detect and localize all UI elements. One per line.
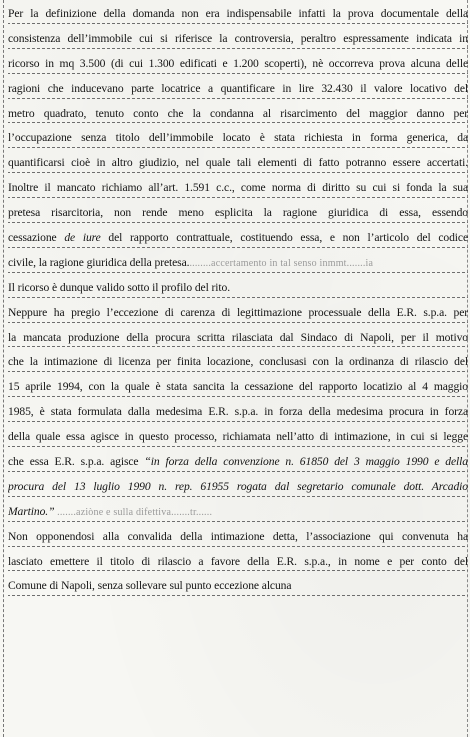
text-line-10-italic: de iure [64, 231, 101, 245]
text-line-3: ricorso in mq 3.500 (di cui 1.300 edificati e 1.200 scoperti), nè occorreva prova alcuna delle [8, 52, 468, 77]
text-line-22: Non opponendosi alla convalida della intimazione detta, l’associazione qui convenuta ha [8, 525, 468, 550]
text-line-24: Comune di Napoli, senza sollevare sul punto eccezione alcuna [8, 574, 468, 599]
text-line-10-c: del rapporto contrattuale, costituendo essa, e non l’articolo del codice [100, 231, 468, 245]
text-line-9: pretesa risarcitoria, non rende meno esplicita la ragione giuridica di essa, essendo [8, 201, 468, 226]
text-line-16: 15 aprile 1994, con la quale è stata sancita la cessazione del rapporto locatizio al 4 maggio [8, 375, 468, 400]
text-line-23: lasciato emettere il titolo di rilascio a favore della E.R. s.p.a., in nome e per conto del [8, 550, 468, 575]
text-line-11 [8, 251, 468, 276]
text-line-10 [8, 226, 468, 251]
text-line-19 [8, 450, 468, 475]
text-line-4: ragioni che inducevano parte locatrice a quantificare in lire 32.430 il valore locativo del [8, 77, 468, 102]
text-line-5: metro quadrato, tenuto conto che la condanna al risarcimento del maggior danno per [8, 102, 468, 127]
text-line-7: quantificarsi cioè in altro giudizio, nel quale tali elementi di fatto potranno essere accertati. [8, 151, 468, 176]
text-line-8: Inoltre il mancato richiamo all’art. 1.591 c.c., come norma di diritto su cui si fonda la sua [8, 176, 468, 201]
text-line-21 [8, 500, 468, 525]
text-line-14: la mancata produzione della procura scritta rilasciata dal Sindaco di Napoli, per il motivo [8, 326, 468, 351]
text-line-12: Il ricorso è dunque valido sotto il profilo del rito. [8, 276, 468, 301]
text-line-20: procura del 13 luglio 1990 n. rep. 61955 rogata dal segretario comunale dott. Arcadio [8, 475, 468, 500]
left-ruled-margin [3, 0, 4, 737]
text-line-15: che la intimazione di licenza per finita locazione, conclusasi con la ordinanza di rilascio del [8, 350, 468, 375]
text-line-10-a: cessazione [8, 231, 65, 245]
text-line-19-italic: “in forza della convenzione n. 61850 del 3 maggio 1990 e della [144, 455, 468, 469]
text-line-2: consistenza dell’immobile cui si riferisce la controversia, peraltro espressamente indicata in [8, 27, 468, 52]
text-line-1: Per la definizione della domanda non era indispensabile infatti la prova documentale della [8, 2, 468, 27]
text-line-13: Neppure ha pregio l’eccezione di carenza di legittimazione processuale della E.R. s.p.a. per [8, 301, 468, 326]
body-text [8, 2, 468, 599]
text-line-21-italic: Martino.” [8, 504, 55, 518]
bleed-through-text-2: .......aziòne e sulla difettiva.......tr...... [54, 506, 213, 518]
text-line-11-main: civile, la ragione giuridica della pretesa. [8, 255, 190, 269]
text-line-6: l’occupazione senza titolo dell’immobile locato è stata richiesta in forma generica, da [8, 126, 468, 151]
bleed-through-text: ........accertamento in tal senso inmmt.......ia [189, 257, 374, 269]
text-line-18: della quale essa agisce in questo processo, richiamata nell’atto di intimazione, in cui si legge [8, 425, 468, 450]
text-line-17: 1985, è stata formulata dalla medesima E.R. s.p.a. in forza della medesima procura in forza [8, 400, 468, 425]
text-line-19-a: che essa E.R. s.p.a. agisce [8, 455, 145, 469]
